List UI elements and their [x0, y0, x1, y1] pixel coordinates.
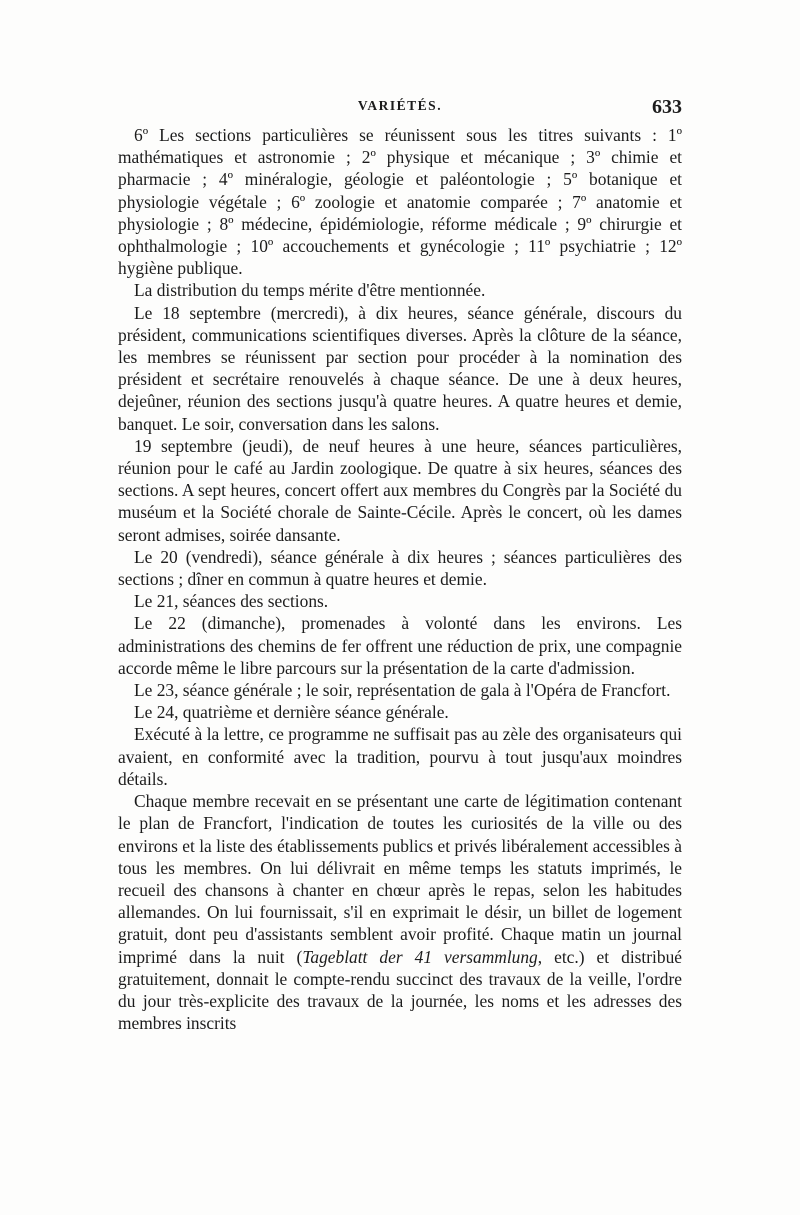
paragraph-23-september: Le 23, séance générale ; le soir, représentation de gala à l'Opéra de Francfort.: [134, 680, 671, 701]
running-title: VARIÉTÉS.: [357, 98, 443, 113]
paragraph-20-september: Le 20 (vendredi), séance générale à dix heures ; séances particulières des sections ; dîner en commun à quatre heures et demie.: [118, 546, 682, 590]
paragraph-19-september: 19 septembre (jeudi), de neuf heures à une heure, séances particulières, réunion pour le café au Jardin zoologique. De quatre à six heures, séances des sections. A sept heures, concert offert aux membres du Congrès par la Société du muséum et la Société chorale de Sainte-Cécile. Après le concert, où les dames seront admises, soirée dansante.: [118, 435, 682, 545]
paragraph-24-september: Le 24, quatrième et dernière séance générale.: [134, 702, 449, 723]
paragraph-member-card: Chaque membre recevait en se présentant une carte de légitimation contenant le plan de Francfort, l'indication de toutes les curiosités de la ville ou des environs et la liste des établissements publics et privés libéralement accessibles à tous les membres. On lui délivrait en même temps les statuts imprimés, le recueil des chansons à chanter en chœur après le repas, selon les habitudes allemandes. On lui fournissait, s'il en exprimait le désir, un billet de logement gratuit, dont peu d'assistants semblent avoir profité. Chaque matin un journal imprimé dans la nuit (Tageblatt der 41 versammlung, etc.) et distribué gratuitement, donnait le compte-rendu succinct des travaux de la veille, l'ordre du jour très-explicite des travaux de la journée, les noms et les adresses des membres inscrits: [118, 791, 682, 1034]
paragraph-time-distribution: La distribution du temps mérite d'être mentionnée.: [134, 280, 486, 301]
paragraph-22-september: Le 22 (dimanche), promenades à volonté dans les environs. Les administrations des chemins de fer offrent une réduction de prix, une compagnie accorde même le libre parcours sur la présentation de la carte d'admission.: [118, 613, 682, 678]
paragraph-sections-list: 6º Les sections particulières se réunissent sous les titres suivants : 1º mathématiques et astronomie ; 2º physique et mécanique ; 3º chimie et pharmacie ; 4º minéralogie, géologie et paléontologie ; 5º botanique et physiologie végétale ; 6º zoologie et anatomie comparée ; 7º anatomie et physiologie ; 8º médecine, épidémiologie, réforme médicale ; 9º chirurgie et ophthalmologie ; 10º accouchements et gynécologie ; 11º psychiatrie ; 12º hygiène publique.: [118, 125, 682, 279]
running-head: [118, 96, 682, 124]
paragraph-18-september: Le 18 septembre (mercredi), à dix heures, séance générale, discours du président, communications scientifiques diverses. Après la clôture de la séance, les membres se réunissent par section pour procéder à la nomination des président et secrétaire renouvelés à chaque séance. De une à deux heures, dejeûner, réunion des sections jusqu'à quatre heures. A quatre heures et demie, banquet. Le soir, conversation dans les salons.: [118, 302, 682, 434]
paragraph-21-september: Le 21, séances des sections.: [134, 591, 329, 612]
page-number: 633: [652, 96, 682, 118]
paragraph-programme-zeal: Exécuté à la lettre, ce programme ne suffisait pas au zèle des organisateurs qui avaient, en conformité avec la tradition, pourvu à tout jusqu'aux moindres détails.: [118, 724, 682, 789]
journal-title: Tageblatt der 41 versammlung: [302, 946, 538, 967]
body-text: [118, 124, 682, 1034]
